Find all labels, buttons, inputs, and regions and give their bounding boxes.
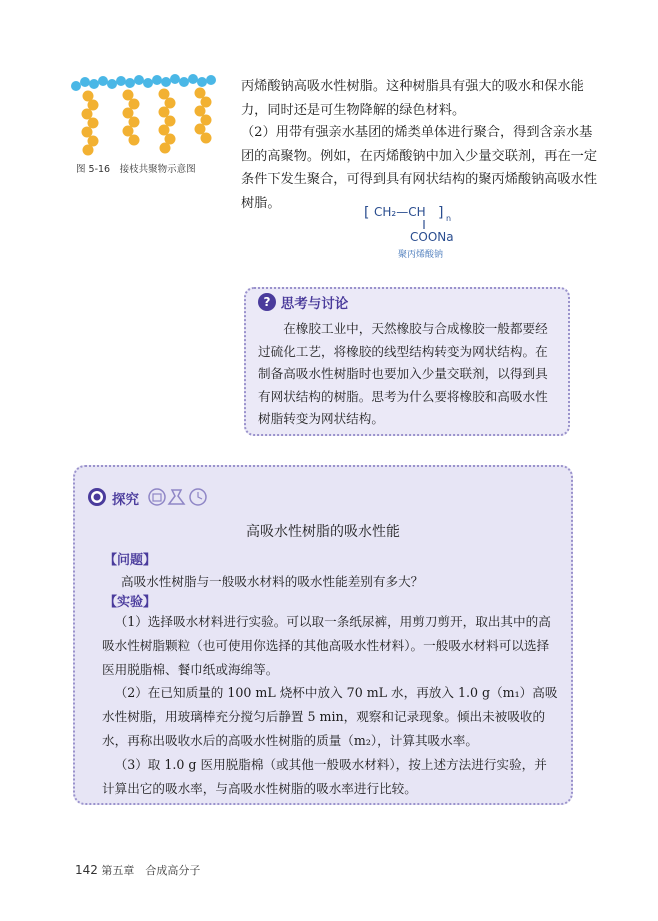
experiment-steps [102,610,558,800]
target-icon [87,487,107,511]
experiment-heading: 【实验】 [104,595,157,610]
polyacrylate-formula [362,201,482,261]
clock-icon [190,489,206,505]
question-icon: ? [258,293,276,311]
think-title: 思考与讨论 [280,296,349,312]
page-number: 142 [75,863,98,877]
step-3: （3）取 1.0 g 医用脱脂棉（或其他一般吸水材料），按上述方法进行实验，并计算出它的吸水率，与高吸水性树脂的吸水率进行比较。 [102,756,547,796]
paragraph-1: 丙烯酸钠高吸水性树脂。这种树脂具有强大的吸水和保水能力，同时还是可生物降解的绿色材料。 [241,79,584,118]
think-body: 在橡胶工业中，天然橡胶与合成橡胶一般都要经过硫化工艺，将橡胶的线型结构转变为网状结构。在制备高吸水性树脂时也要加入少量交联剂，以得到具有网状结构的树脂。思考为什么要将橡胶和高吸水性树脂转变为网状结构。 [258,321,548,426]
explore-title: 高吸水性树脂的吸水性能 [246,524,400,540]
chapter-title: 第五章 合成高分子 [101,864,201,877]
step-1: （1）选择吸水材料进行实验。可以取一条纸尿裤，用剪刀剪开，取出其中的高吸水性树脂颗粒（也可使用你选择的其他高吸水性材料）。一般吸水材料可以选择医用脱脂棉、餐巾纸或海绵等。 [102,614,551,677]
question-heading: 【问题】 [104,553,157,568]
bracket-left: [ [364,205,370,221]
formula-main: CH₂—CH [374,205,426,219]
paragraph-2: （2）用带有强亲水基团的烯类单体进行聚合，得到含亲水基团的高聚物。例如，在丙烯酸钠中加入少量交联剂，再在一定条件下发生聚合，可得到具有网状结构的聚丙烯酸钠高吸水性树脂。 [241,125,598,211]
main-chain [71,74,216,91]
explore-label: 探究 [112,492,139,508]
bracket-right: ] [438,205,444,221]
step-2: （2）在已知质量的 100 mL 烧杯中放入 70 mL 水，再放入 1.0 g（m₁）高吸水性树脂，用玻璃棒充分搅匀后静置 5 min，观察和记录现象。倾出未被吸收的水，再称出吸收水后的高吸水性树脂的质量（m₂），计算其吸水率。 [102,685,558,748]
formula-subscript: n [446,214,452,223]
flask-icon [169,490,184,504]
graft-copolymer-figure [68,72,218,167]
figure-caption: 图 5-16 接枝共聚物示意图 [76,164,196,175]
formula-name: 聚丙烯酸钠 [398,250,444,260]
think-title-row [258,292,348,312]
graft-branches [82,88,212,156]
question-text: 高吸水性树脂与一般吸水材料的吸水性能差别有多大？ [121,574,424,589]
formula-group: COONa [410,230,454,244]
page-footer [75,862,200,878]
beaker-icon [149,489,165,505]
explore-icons [148,487,208,511]
